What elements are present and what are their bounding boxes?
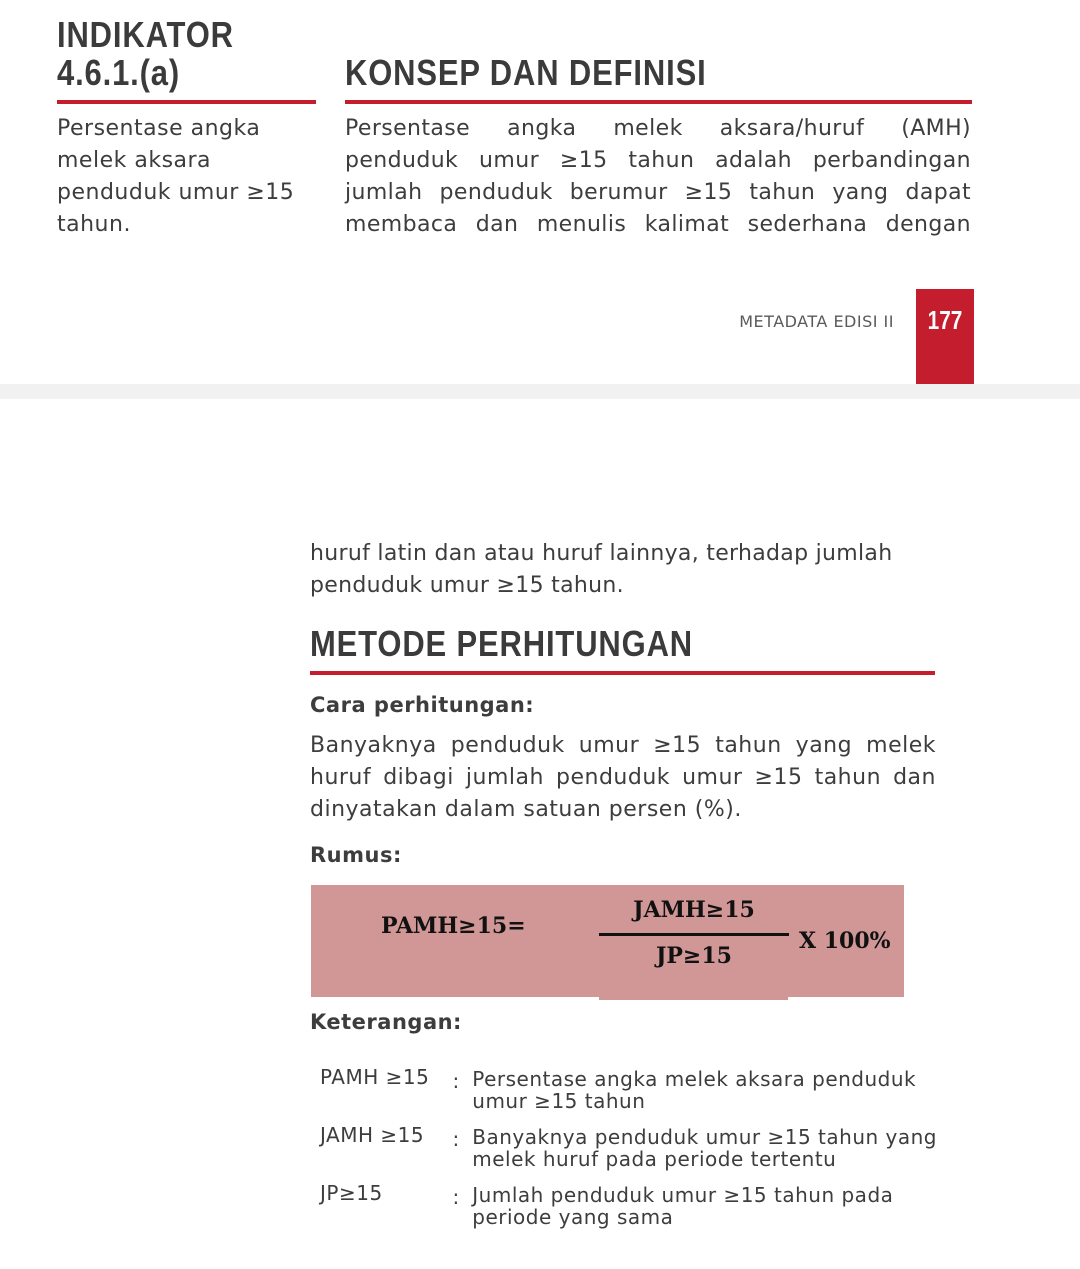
indikator-title-line-1: INDIKATOR <box>57 14 234 55</box>
keterangan-term: PAMH ≥15 <box>320 1065 430 1089</box>
konsep-underline <box>345 100 972 104</box>
formula-lhs: PAMH≥15= <box>381 913 526 939</box>
cara-perhitungan-label: Cara perhitungan: <box>310 693 535 717</box>
formula-box-tab <box>599 995 788 1000</box>
keterangan-colon: : <box>452 1185 460 1209</box>
keterangan-item-jamh <box>320 1124 940 1170</box>
indikator-underline <box>57 100 316 104</box>
indikator-code: 4.6.1.(a) <box>57 52 181 93</box>
metode-perhitungan-heading: METODE PERHITUNGAN <box>310 623 694 664</box>
keterangan-item-jp <box>320 1182 940 1228</box>
metode-underline <box>310 671 935 675</box>
keterangan-definition: Banyaknya penduduk umur ≥15 tahun yang melek huruf pada periode tertentu <box>472 1125 937 1171</box>
konsep-definisi-text: Persentase angka melek aksara/huruf (AMH) penduduk umur ≥15 tahun adalah perbandingan jumlah penduduk berumur ≥15 tahun yang dapat membaca dan menulis kalimat sederhana dengan <box>345 116 971 237</box>
keterangan-definition: Jumlah penduduk umur ≥15 tahun pada periode yang sama <box>472 1183 894 1229</box>
keterangan-colon: : <box>452 1127 460 1151</box>
page-separator <box>0 384 1080 399</box>
page-number-tab <box>916 289 974 384</box>
formula-numerator: JAMH≥15 <box>633 897 755 923</box>
rumus-label: Rumus: <box>310 843 402 867</box>
indikator-description: Persentase angka melek aksara penduduk umur ≥15 tahun. <box>57 116 295 237</box>
keterangan-term: JP≥15 <box>320 1181 383 1205</box>
konsep-definisi-heading: KONSEP DAN DEFINISI <box>345 52 707 93</box>
keterangan-colon: : <box>452 1069 460 1093</box>
indikator-title <box>57 16 281 92</box>
formula-multiplier: X 100% <box>799 928 891 954</box>
keterangan-definition: Persentase angka melek aksara penduduk umur ≥15 tahun <box>472 1067 917 1113</box>
keterangan-list <box>320 1066 940 1240</box>
footer-edition-label: METADATA EDISI II <box>739 312 894 331</box>
cara-perhitungan-text: Banyaknya penduduk umur ≥15 tahun yang melek huruf dibagi jumlah penduduk umur ≥15 tahun dan dinyatakan dalam satuan persen (%). <box>310 733 936 822</box>
formula-denominator: JP≥15 <box>655 943 732 969</box>
keterangan-item-pamh <box>320 1066 940 1112</box>
page-number: 177 <box>927 305 963 335</box>
keterangan-term: JAMH ≥15 <box>320 1123 425 1147</box>
definition-continued-text: huruf latin dan atau huruf lainnya, terhadap jumlah penduduk umur ≥15 tahun. <box>310 541 893 598</box>
keterangan-label: Keterangan: <box>310 1010 462 1034</box>
formula-box <box>311 885 904 997</box>
formula-fraction-bar <box>599 933 789 936</box>
